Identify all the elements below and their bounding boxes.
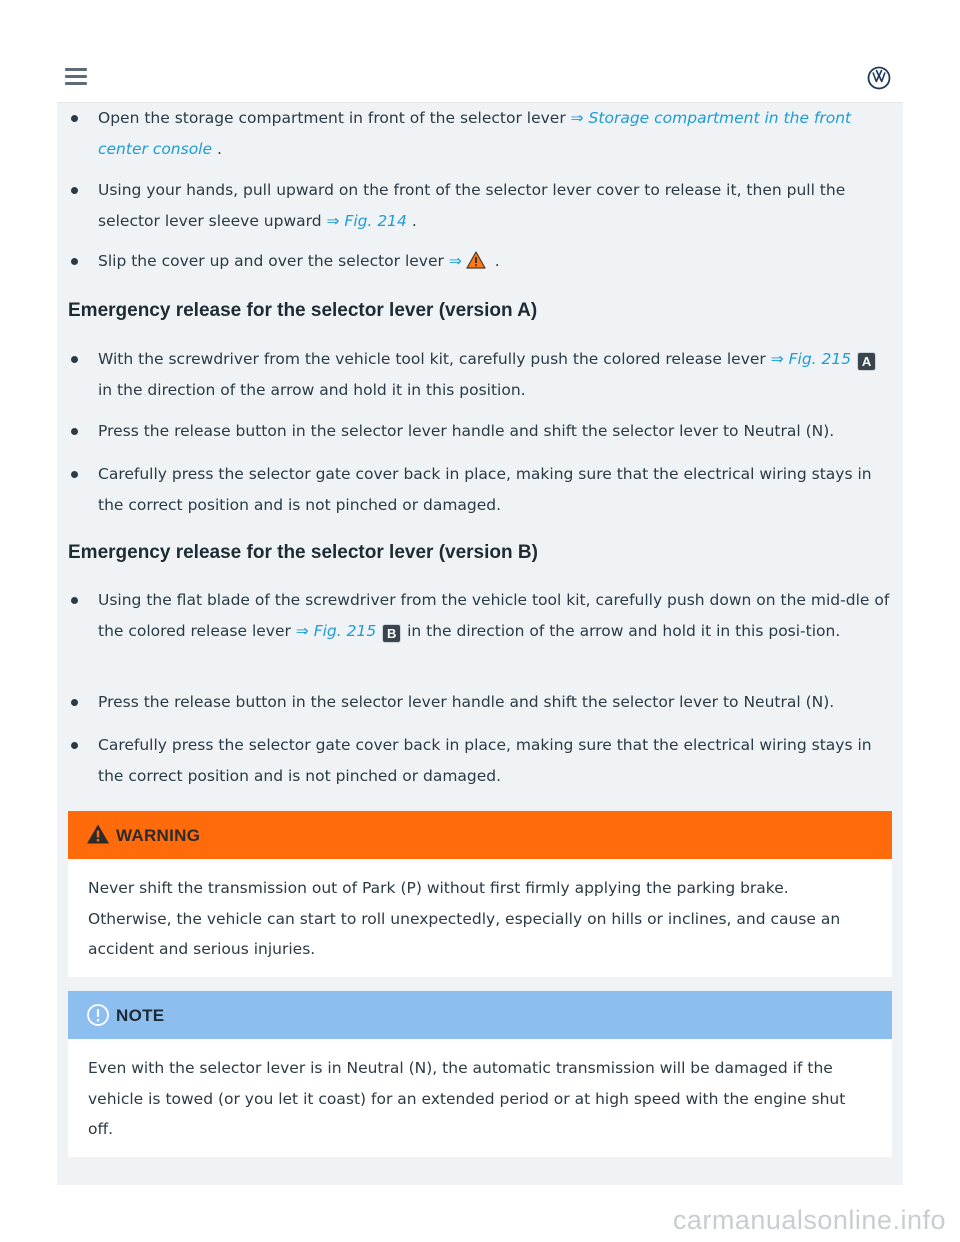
bullet-dot	[71, 471, 78, 478]
vw-logo-icon[interactable]	[867, 66, 891, 90]
bullet-dot	[71, 742, 78, 749]
list-item	[71, 103, 891, 164]
bullet-dot	[71, 356, 78, 363]
bullet-dot	[71, 699, 78, 706]
warning-triangle-icon	[86, 823, 110, 845]
exclamation-circle-icon	[86, 1003, 110, 1027]
list-item	[71, 730, 891, 791]
warning-text: Never shift the transmission out of Park (P) without first firmly applying the parking brake. Otherwise, the vehicle can start to roll unexpectedly, especially on hills or inclines, and cause an accident and serious injuries.	[88, 879, 841, 958]
warning-label: WARNING	[116, 826, 201, 845]
item-text: Open the storage compartment in front of the selector lever	[98, 109, 571, 127]
warning-box	[68, 811, 892, 977]
bullet-dot	[71, 258, 78, 265]
note-text: Even with the selector lever is in Neutral (N), the automatic transmission will be damaged if the vehicle is towed (or you let it coast) for an extended period or at high speed with the engine shut off.	[88, 1059, 846, 1138]
list-item	[71, 246, 891, 277]
menu-icon[interactable]	[65, 68, 87, 88]
item-text: Using your hands, pull upward on the front of the selector lever cover to release it, then pull the selector lever sleeve upward	[98, 181, 846, 230]
item-text: Carefully press the selector gate cover back in place, making sure that the electrical wiring stays in the correct position and is not pinched or damaged.	[98, 465, 872, 514]
list-item	[71, 459, 891, 520]
item-text: .	[406, 211, 417, 230]
list-item	[71, 416, 891, 447]
fig-label-b: B	[383, 625, 400, 642]
list-item	[71, 344, 891, 405]
note-header	[68, 991, 892, 1039]
item-text: With the screwdriver from the vehicle tool kit, carefully push the colored release lever	[98, 350, 771, 368]
item-text: .	[212, 139, 222, 158]
bullet-dot	[71, 597, 78, 604]
section-b-heading: Emergency release for the selector lever (version B)	[68, 542, 538, 563]
item-text: in the direction of the arrow and hold it in this posi-tion.	[402, 621, 841, 640]
bullet-dot	[71, 428, 78, 435]
list-item	[71, 585, 891, 646]
fig-label-a: A	[858, 353, 875, 370]
list-item	[71, 175, 891, 236]
fig-215-link[interactable]: ⇒ Fig. 215	[295, 621, 377, 640]
warning-link[interactable]: ⇒	[448, 252, 462, 270]
item-text: Press the release button in the selector lever handle and shift the selector lever to Neutral (N).	[98, 422, 835, 440]
warning-triangle-icon[interactable]	[466, 251, 486, 269]
fig-214-link[interactable]: ⇒ Fig. 214	[326, 211, 407, 230]
warning-header	[68, 811, 892, 859]
section-a-heading: Emergency release for the selector lever (version A)	[68, 300, 538, 321]
note-box	[68, 991, 892, 1157]
top-bar	[57, 54, 903, 103]
manual-content	[57, 103, 903, 1185]
item-text: Using the flat blade of the screwdriver from the vehicle tool kit, carefully push down on the mid-dle of the colored release lever	[98, 591, 890, 640]
fig-215-link[interactable]: ⇒ Fig. 215	[770, 350, 852, 368]
bullet-dot	[71, 115, 78, 122]
bullet-dot	[71, 187, 78, 194]
item-text: in the direction of the arrow and hold it in this position.	[98, 380, 526, 399]
note-label: NOTE	[116, 1006, 165, 1025]
storage-compartment-link[interactable]: ⇒ Storage compartment in the front center console	[98, 109, 852, 158]
item-text: Carefully press the selector gate cover back in place, making sure that the electrical wiring stays in the correct position and is not pinched or damaged.	[98, 736, 872, 785]
item-text: Press the release button in the selector lever handle and shift the selector lever to Neutral (N).	[98, 693, 835, 711]
item-text: .	[489, 252, 500, 270]
list-item	[71, 687, 891, 718]
watermark: carmanualsonline.info	[672, 1205, 946, 1235]
item-text: Slip the cover up and over the selector lever	[98, 252, 449, 270]
